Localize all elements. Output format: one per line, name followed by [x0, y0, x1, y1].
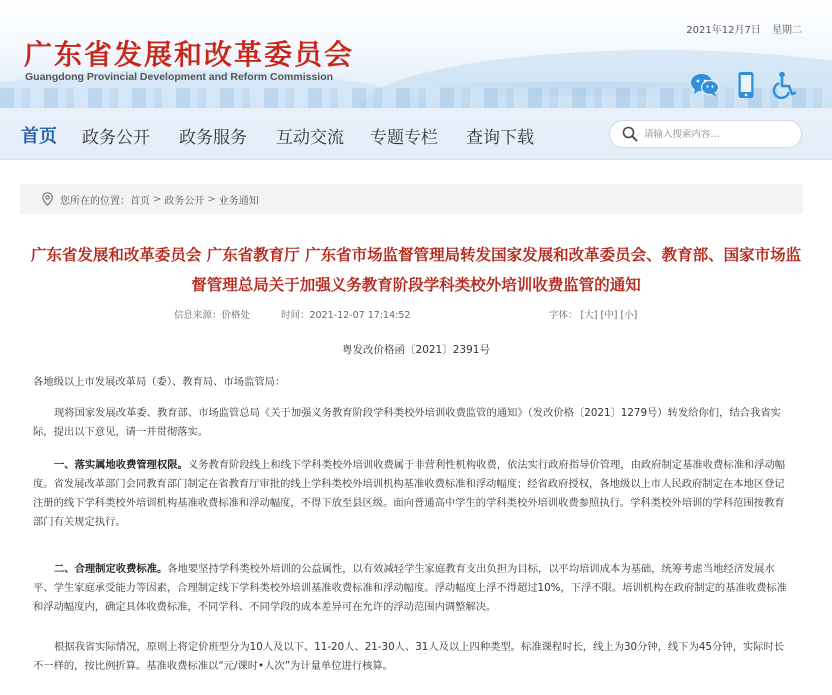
nav-item-government-affairs[interactable]: 政务公开 — [82, 128, 150, 148]
breadcrumb-government-affairs[interactable]: 政务公开 — [164, 195, 205, 207]
breadcrumb-business-notices[interactable]: 业务通知 — [218, 195, 259, 207]
nav-item-interaction[interactable]: 互动交流 — [276, 128, 344, 148]
nav-item-special-topics[interactable]: 专题专栏 — [370, 128, 438, 148]
search-icon[interactable] — [616, 120, 644, 148]
site-subtitle: Guangdong Provincial Development and Reform Commission — [25, 71, 334, 83]
font-size-medium[interactable]: [中] — [600, 310, 618, 321]
document-number: 粤发改价格函〔2021〕2391号 — [342, 344, 490, 356]
header-banner — [0, 0, 832, 108]
font-size-small[interactable]: [小] — [620, 310, 638, 321]
date-text: 2021年12月7日 — [686, 25, 761, 36]
nav-item-query-download[interactable]: 查询下载 — [466, 128, 534, 148]
search-box — [609, 120, 802, 148]
section-text-2: 各地要坚持学科类校外培训的公益属性，以有效减轻学生家庭教育支出负担为目标，以平均培训成本为基础，统筹考虑当地经济发展水平、学生家庭承受能力等因素，合理制定线下学科类校外培训基准收费标准和浮动幅度。浮动幅度上浮不得超过10%，下浮不限。培训机构在政府制定的基准收费标准和浮动幅度内，确定具体收费标准，不同学科、不同学段的成本差异可在允许的浮动范围内调整解决。 — [33, 563, 787, 613]
paragraph-section-1 — [33, 456, 793, 532]
section-heading-2: 二、合理制定收费标准。 — [54, 563, 168, 575]
main-nav — [0, 108, 832, 160]
mobile-icon[interactable] — [731, 70, 761, 100]
section-heading-1: 一、落实属地收费管理权限。 — [54, 459, 188, 471]
paragraph-pricing-detail: 根据我省实际情况，原则上将定价班型分为10人及以下、11-20人、21-30人、31人及以上四种类型。标准课程时长，线上为30分钟，线下为45分钟，实际时长不一样的，按比例折算。基准收费标准以“元/课时•人次”为计量单位进行核算。 — [33, 641, 785, 672]
date-display — [686, 21, 802, 36]
article-title: 广东省发展和改革委员会 广东省教育厅 广东省市场监督管理局转发国家发展和改革委员会、教育部、国家市场监督管理总局关于加强义务教育阶段学科类校外培训收费监管的通知 — [30, 246, 802, 294]
nav-item-home[interactable]: 首页 — [21, 126, 57, 147]
search-input[interactable] — [644, 129, 794, 140]
breadcrumb-home[interactable]: 首页 — [130, 195, 150, 207]
article-time: 时间：2021-12-07 17:14:52 — [281, 310, 411, 321]
breadcrumb — [20, 184, 803, 214]
font-size-large[interactable]: [大] — [580, 310, 598, 321]
weekday-text: 星期二 — [772, 25, 802, 36]
font-size-label: 字体： — [549, 310, 578, 321]
font-size-selector — [549, 307, 637, 321]
nav-item-government-services[interactable]: 政务服务 — [179, 128, 247, 148]
breadcrumb-separator: > — [207, 193, 216, 205]
article-source: 信息来源：价格处 — [174, 310, 251, 321]
wechat-icon[interactable] — [690, 70, 720, 100]
site-title[interactable]: 广东省发展和改革委员会 — [24, 38, 355, 71]
paragraph-intro: 现将国家发展改革委、教育部、市场监管总局《关于加强义务教育阶段学科类校外培训收费监管的通知》（发改价格〔2021〕1279号）转发给你们，结合我省实际，提出以下意见，请一并贯彻落实。 — [33, 407, 781, 438]
breadcrumb-separator: > — [153, 193, 162, 205]
breadcrumb-prefix: 您所在的位置： — [60, 195, 130, 207]
accessibility-icon[interactable] — [770, 70, 800, 100]
paragraph-section-2 — [33, 560, 793, 617]
salutation: 各地级以上市发展改革局（委）、教育局、市场监管局： — [33, 376, 286, 388]
section-text-1: 义务教育阶段线上和线下学科类校外培训收费属于非营利性机构收费，依法实行政府指导价管理，由政府制定基准收费标准和浮动幅度。省发展改革部门会同教育部门制定在省教育厅审批的线上学科类校外培训机构基准收费标准和浮动幅度；经省政府授权，各地级以上市人民政府制定在本地区登记注册的线下学科类校外培训机构基准收费标准和浮动幅度，不得下放至县区级。面向普通高中学生的学科类校外培训收费参照执行。学科类校外培训的学科范围按教育部门有关规定执行。 — [33, 459, 786, 528]
location-pin-icon — [40, 192, 54, 206]
